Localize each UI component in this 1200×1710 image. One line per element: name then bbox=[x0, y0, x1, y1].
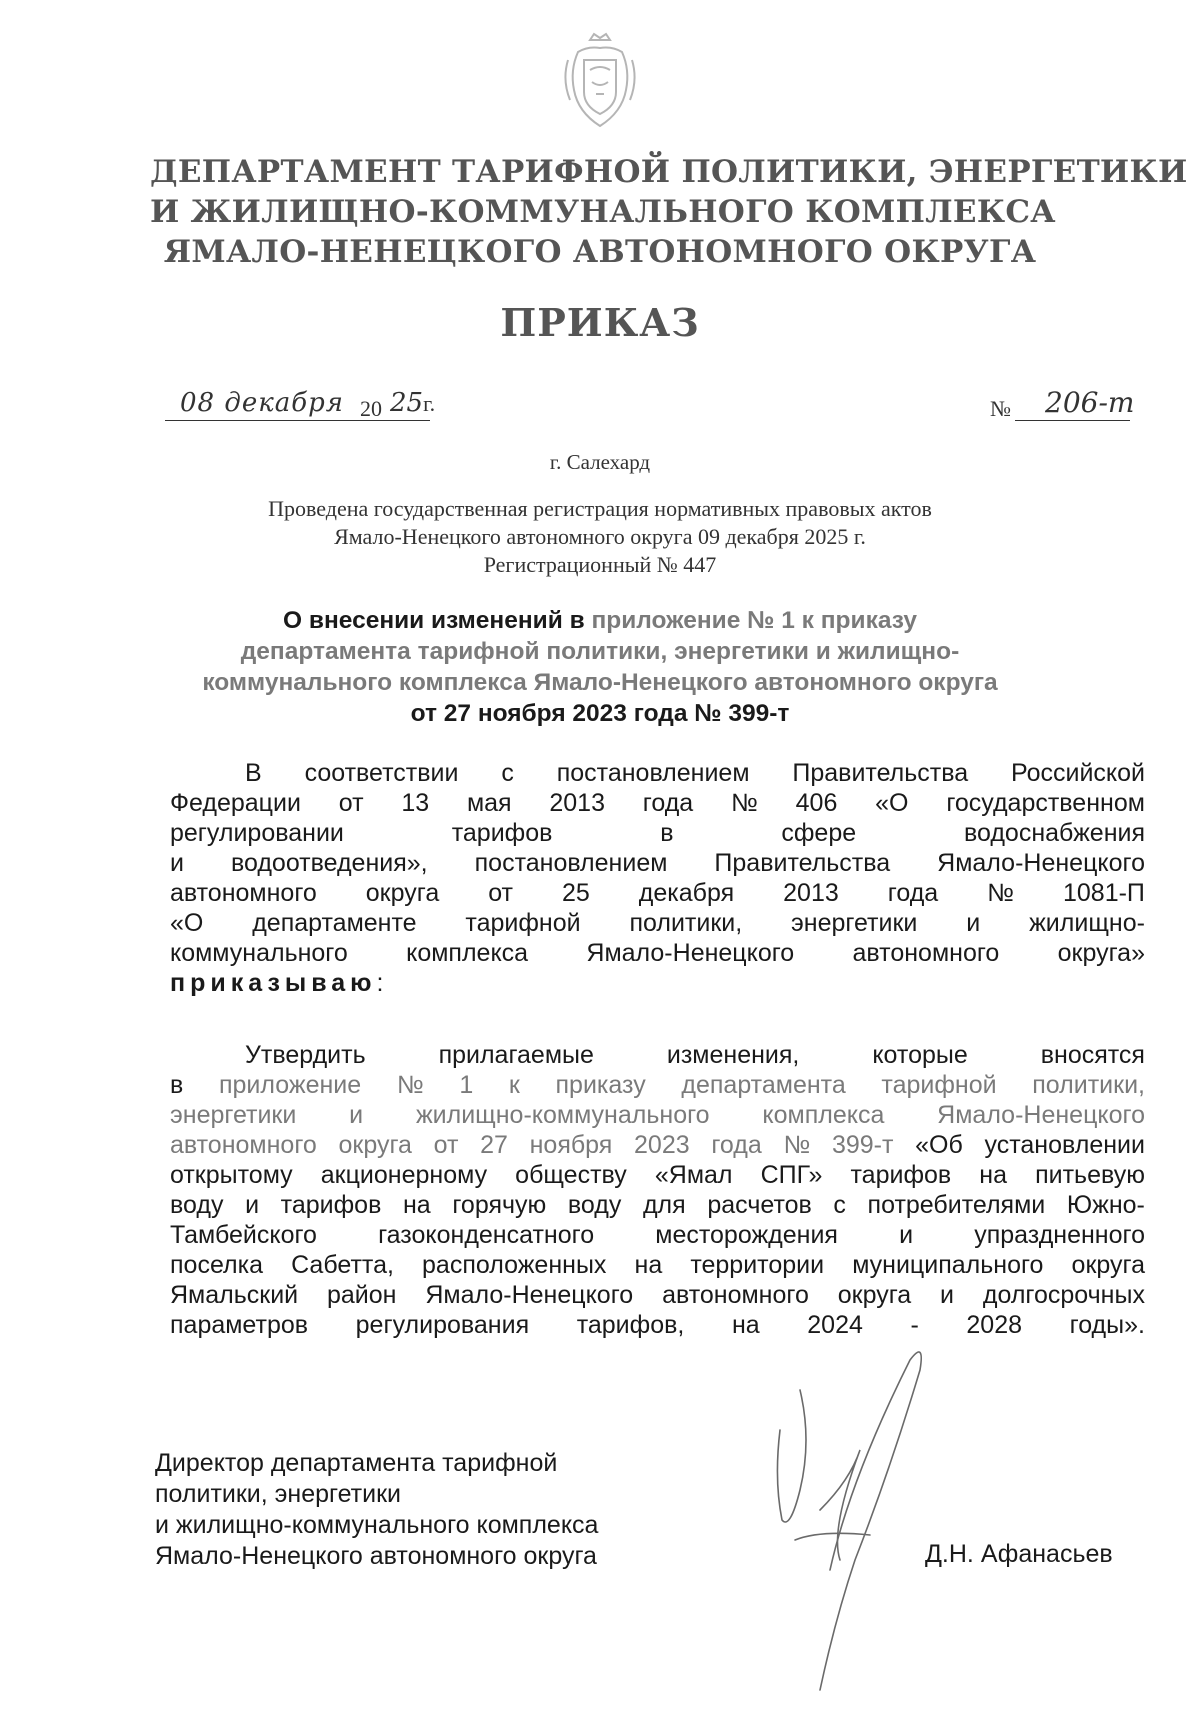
text-line: автономного округа от 27 ноября 2023 года № 399-т «Об установлении bbox=[170, 1131, 1145, 1159]
registration-note bbox=[180, 495, 1020, 579]
signer-line: политики, энергетики bbox=[155, 1480, 401, 1508]
doc-type-title: ПРИКАЗ bbox=[500, 300, 700, 345]
department-line: ДЕПАРТАМЕНТ ТАРИФНОЙ ПОЛИТИКИ, ЭНЕРГЕТИКИ bbox=[150, 154, 1188, 190]
date-underline bbox=[165, 420, 430, 421]
text-line: Тамбейского газоконденсатного месторождения и упраздненного bbox=[170, 1221, 1145, 1249]
signer-line: и жилищно-коммунального комплекса bbox=[155, 1511, 599, 1539]
date-handwritten: 08 декабря bbox=[180, 388, 344, 418]
text-line: коммунального комплекса Ямало-Ненецкого автономного округа» bbox=[170, 939, 1145, 967]
text-line: воду и тарифов на горячую воду для расчетов с потребителями Южно- bbox=[170, 1191, 1145, 1219]
subject-line: департамента тарифной политики, энергетики и жилищно- bbox=[240, 638, 960, 665]
signer-position bbox=[155, 1448, 675, 1572]
subject-line: коммунального комплекса Ямало-Ненецкого автономного округа bbox=[202, 669, 998, 696]
signer-line: Директор департамента тарифной bbox=[155, 1449, 558, 1477]
order-number-handwritten: 206-т bbox=[1045, 386, 1135, 419]
subject-line: О внесении изменений в приложение № 1 к приказу bbox=[283, 607, 917, 634]
text-line: Ямальский район Ямало-Ненецкого автономного округа и долгосрочных bbox=[170, 1281, 1145, 1309]
department-name bbox=[150, 152, 1188, 272]
signer-line: Ямало-Ненецкого автономного округа bbox=[155, 1542, 597, 1570]
city: г. Салехард bbox=[549, 450, 651, 474]
text-line: «О департаменте тарифной политики, энергетики и жилищно- bbox=[170, 909, 1145, 937]
text-line: открытому акционерному обществу «Ямал СПГ» тарифов на питьевую bbox=[170, 1161, 1145, 1189]
coat-of-arms-icon bbox=[560, 30, 640, 130]
preamble-paragraph bbox=[170, 758, 1145, 998]
order-subject bbox=[170, 605, 1030, 729]
signer-name: Д.Н. Афанасьев bbox=[925, 1540, 1113, 1568]
text-line: В соответствии с постановлением Правительства Российской bbox=[245, 759, 1145, 787]
text-line: в приложение № 1 к приказу департамента тарифной политики, bbox=[170, 1071, 1145, 1099]
department-line: ЯМАЛО-НЕНЕЦКОГО АВТОНОМНОГО ОКРУГА bbox=[163, 234, 1037, 270]
order-number-label: № bbox=[990, 396, 1011, 421]
handwritten-signature bbox=[760, 1330, 990, 1710]
text-line: регулировании тарифов в сфере водоснабжения bbox=[170, 819, 1145, 847]
registration-line: Проведена государственная регистрация нормативных правовых актов bbox=[268, 496, 932, 521]
department-line: И ЖИЛИЩНО-КОММУНАЛЬНОГО КОМПЛЕКСА bbox=[150, 194, 1056, 230]
text-line: автономного округа от 25 декабря 2013 года № 1081-П bbox=[170, 879, 1145, 907]
order-word: приказываю bbox=[170, 969, 377, 997]
registration-line: Ямало-Ненецкого автономного округа 09 декабря 2025 г. bbox=[334, 524, 866, 549]
subject-line: от 27 ноября 2023 года № 399-т bbox=[410, 700, 790, 727]
main-paragraph bbox=[170, 1040, 1145, 1340]
text-line: и водоотведения», постановлением Правительства Ямало-Ненецкого bbox=[170, 849, 1145, 877]
text-line: поселка Сабетта, расположенных на территории муниципального округа bbox=[170, 1251, 1145, 1279]
order-word-line: приказываю : bbox=[170, 969, 384, 997]
date-year-prefix: 20 bbox=[360, 396, 382, 421]
date-year-handwritten: 25г. bbox=[390, 388, 436, 418]
text-line: Утвердить прилагаемые изменения, которые вносятся bbox=[245, 1041, 1145, 1069]
registration-line: Регистрационный № 447 bbox=[483, 552, 717, 577]
number-underline bbox=[1015, 420, 1130, 421]
text-line: параметров регулирования тарифов, на 2024 - 2028 годы». bbox=[170, 1311, 1145, 1339]
text-line: энергетики и жилищно-коммунального комплекса Ямало-Ненецкого bbox=[170, 1101, 1145, 1129]
text-line: Федерации от 13 мая 2013 года № 406 «О государственном bbox=[170, 789, 1145, 817]
